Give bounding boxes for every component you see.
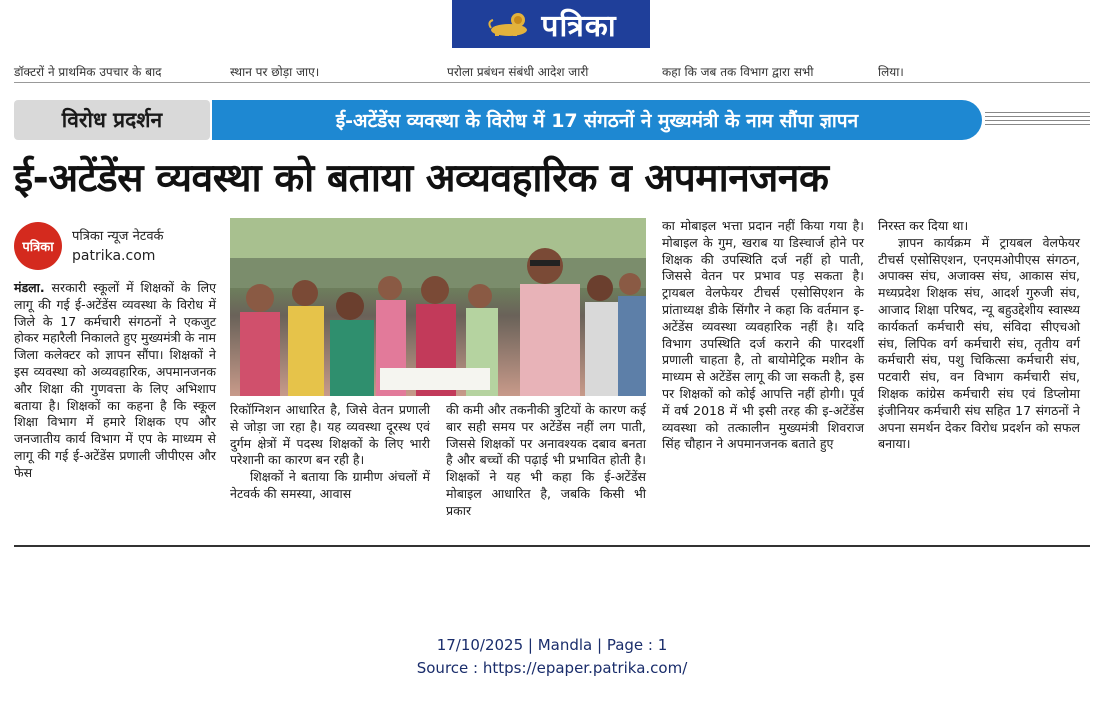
column-text: निरस्त कर दिया था।: [878, 218, 969, 233]
dateline: मंडला.: [14, 280, 45, 295]
strip-fragment: परोला प्रबंधन संबंधी आदेश जारी: [447, 65, 589, 79]
article-column-1: [14, 280, 216, 482]
patrika-logo: पत्रिका: [14, 222, 62, 270]
strip-fragment: लिया।: [878, 65, 904, 79]
column-text: का मोबाइल भत्ता प्रदान नहीं किया गया है। मोबाइल के गुम, खराब या डिस्चार्ज होने पर शिक्षक की उपस्थिति दर्ज नहीं हो पाती, जिससे वेतन पर प्रभाव पड़ सकता है। ट्रायबल वेलफेयर टीचर्स एसोसिएशन के प्रांताध्यक्ष डीके सिंगौर ने कहा कि वर्तमान इ-अटेंडेंस व्यवस्था व्यवहारिक नहीं है। यदि विभाग उपस्थिति दर्ज कराने की पारदर्शी प्रणाली चाहता है, तो बायोमेट्रिक मशीन के माध्यम से अटेंडेंस लागू की जा सकती है, इस पर शिक्षकों को कोई आपत्ति नहीं होगी। पूर्व में वर्ष 2018 में भी इसी तरह की इ-अटेंडेंस व्यवस्था को तत्कालीन मुख्यमंत्री शिवराज सिंह चौहान ने अपमानजनक बताते हुए: [662, 218, 864, 452]
byline: [14, 218, 210, 268]
column-text: की कमी और तकनीकी त्रुटियों के कारण कई बार सही समय पर अटेंडेंस नहीं लग पाती, जिससे शिक्षकों पर अनावश्यक दबाव बनता है और बच्चों की पढ़ाई भी प्रभावित होती है। शिक्षकों ने यह भी कहा कि ई-अटेंडेंस मोबाइल आधारित है, जबकि किसी भी प्रकार: [446, 402, 646, 518]
masthead: [452, 0, 650, 48]
kicker-bar: ई-अटेंडेंस व्यवस्था के विरोध में 17 संगठनों ने मुख्यमंत्री के नाम सौंपा ज्ञापन: [212, 100, 982, 140]
column-text: रिकॉग्निशन आधारित है, जिसे वेतन प्रणाली से जोड़ा जा रहा है। यह व्यवस्था दूरस्थ एवं दुर्गम क्षेत्रों में पदस्थ शिक्षकों के लिए भारी परेशानी का कारण बन रही है।: [230, 402, 430, 468]
strip-fragment: डॉक्टरों ने प्राथमिक उपचार के बाद: [14, 65, 162, 79]
crowd-photo-illustration: [230, 218, 646, 396]
column-text: ज्ञापन कार्यक्रम में ट्रायबल वेलफेयर टीचर्स एसोसिएशन, एनएमओपीएस संगठन, अपाक्स संघ, अजाक्स संघ, आकास संघ, मध्यप्रदेश शिक्षक संघ, आदर्श गुरुजी संघ, आजाद शिक्षा परिषद, न्यू बहुउद्देशीय स्वास्थ्य कार्यकर्ता कर्मचारी संघ, संविदा सीएचओ संघ, लिपिक वर्ग कर्मचारी संघ, तृतीय वर्ग कर्मचारी संघ, पशु चिकित्सा कर्मचारी संघ, पटवारी संघ, वन विभाग कर्मचारी संघ, शिक्षक कांग्रेस कर्मचारी संघ एवं डिप्लोमा इंजीनियर कर्मचारी संघ सहित 17 संगठनों ने अपना समर्थन देकर विरोध प्रदर्शन को सफल बनाया।: [878, 234, 1080, 452]
article-column-5: [878, 218, 1080, 453]
bottom-rule: [14, 545, 1090, 547]
kicker-tag: विरोध प्रदर्शन: [14, 100, 210, 140]
byline-url: patrika.com: [72, 248, 156, 264]
article-column-4: [662, 218, 864, 453]
news-photo: [230, 218, 646, 396]
previous-article-strip: [0, 63, 1104, 81]
column-text: शिक्षकों ने बताया कि ग्रामीण अंचलों में नेटवर्क की समस्या, आवास: [230, 469, 430, 501]
byline-network: पत्रिका न्यूज नेटवर्क: [72, 229, 164, 244]
article-columns-2-3: [230, 402, 646, 520]
strip-fragment: स्थान पर छोड़ा जाए।: [230, 65, 320, 79]
headline: ई-अटेंडेंस व्यवस्था को बताया अव्यवहारिक व अपमानजनक: [14, 156, 829, 201]
brand-name: पत्रिका: [541, 8, 617, 44]
source-link[interactable]: Source : https://epaper.patrika.com/: [416, 659, 688, 677]
strip-fragment: कहा कि जब तक विभाग द्वारा सभी: [662, 65, 814, 79]
top-rule: [14, 82, 1090, 83]
kicker-lines: [985, 112, 1090, 126]
lion-icon: [485, 8, 533, 40]
edition-info: 17/10/2025 | Mandla | Page : 1: [436, 636, 668, 654]
column-text: सरकारी स्कूलों में शिक्षकों के लिए लागू की गई ई-अटेंडेंस व्यवस्था के विरोध में जिले के 17 कर्मचारी संगठनों ने एकजुट होकर महारैली निकालते हुए मुख्यमंत्री के नाम जिला कलेक्टर को ज्ञापन सौंपा। शिक्षकों ने इस व्यवस्था को अव्यवहारिक, अपमानजनक और शिक्षा की गुणवत्ता के लिए अभिशाप बताया है। शिक्षकों का कहना है कि स्कूल शिक्षा विभाग में हमारे शिक्षक एप और जनजातीय कार्य विभाग में एप के माध्यम से लागू की गई ई-अटेंडेंस प्रणाली जीपीएस और फेस: [14, 280, 216, 480]
